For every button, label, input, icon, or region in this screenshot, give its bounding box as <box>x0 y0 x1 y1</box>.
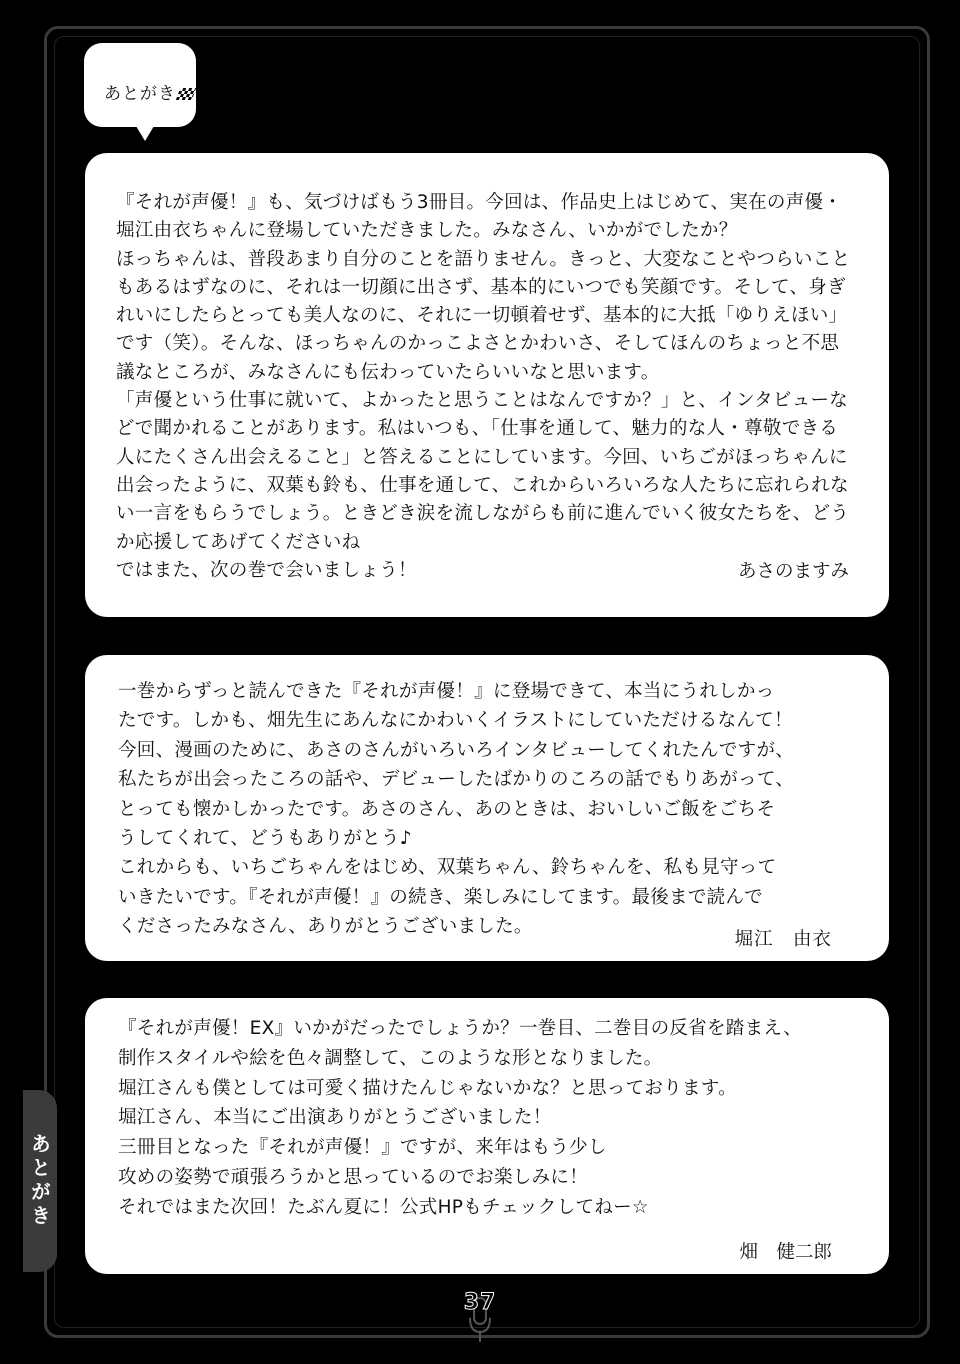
text-line: い一言をもらうでしょう。ときどき涙を流しながらも前に進んでいく彼女たちを、どう <box>116 503 850 525</box>
text-line: 三冊目となった『それが声優！』ですが、来年はもう少し <box>118 1137 607 1159</box>
text-line: これからも、いちごちゃんをはじめ、双葉ちゃん、鈴ちゃんを、私も見守って <box>118 857 777 879</box>
text-line: 堀江さん、本当にご出演ありがとうございました！ <box>118 1107 552 1129</box>
speech-bubble-tail <box>136 126 154 141</box>
text-line: 出会ったように、双葉も鈴も、仕事を通して、これからいろいろな人たちに忘れられな <box>116 474 849 496</box>
text-line: くださったみなさん、ありがとうございました。 <box>118 916 533 938</box>
signature: 畑 健二郎 <box>739 1242 832 1263</box>
title-speech-bubble <box>84 43 196 127</box>
text-line: とっても懐かしかったです。あさのさん、あのときは、おいしいご飯をごちそ <box>118 798 776 820</box>
afterword-asano <box>85 153 889 617</box>
afterword-hata <box>85 998 889 1274</box>
checkered-flag-icon <box>176 88 196 100</box>
text-line: それではまた次回！たぶん夏に！公式HPもチェックしてねー☆ <box>118 1196 649 1218</box>
side-tab-label: あとがき <box>27 1133 52 1229</box>
page-number: 37 <box>463 1290 497 1315</box>
text-line: 攻めの姿勢で頑張ろうかと思っているのでお楽しみに！ <box>118 1166 589 1188</box>
text-line: です（笑）。そんな、ほっちゃんのかっこよさとかわいさ、そしてほんのちょっと不思 <box>116 333 840 355</box>
text-line: たです。しかも、畑先生にあんなにかわいくイラストにしていただけるなんて！ <box>118 710 793 732</box>
text-line: 堀江由衣ちゃんに登場していただきました。みなさん、いかがでしたか？ <box>116 220 738 242</box>
text-line: うしてくれて、どうもありがとう♪ <box>118 828 412 850</box>
side-tab-afterword <box>23 1090 57 1272</box>
text-line: いきたいです。『それが声優！』の続き、楽しみにしてます。最後まで読んで <box>118 886 764 908</box>
text-line: もあるはずなのに、それは一切顔に出さず、基本的にいつでも笑顔です。そして、身ぎ <box>116 276 846 298</box>
text-line: 堀江さんも僕としては可愛く描けたんじゃないかな？と思っております。 <box>118 1077 737 1099</box>
text-line: 制作スタイルや絵を色々調整して、このような形となりました。 <box>118 1047 663 1069</box>
text-line: か応援してあげてくださいね <box>116 531 361 553</box>
signature: あさのますみ <box>737 561 849 582</box>
afterword-horie <box>85 655 889 961</box>
text-line: 今回、漫画のために、あさのさんがいろいろインタビューしてくれたんですが、 <box>118 739 795 761</box>
text-line: 『それが声優！』も、気づけばもう3冊目。今回は、作品史上はじめて、実在の声優・ <box>116 192 843 213</box>
text-line: ではまた、次の巻で会いましょう！ <box>116 559 417 581</box>
page-title: あとがき <box>104 84 176 104</box>
text-line: れいにしたらとっても美人なのに、それに一切頓着せず、基本的に大抵「ゆりえほい」 <box>116 305 848 327</box>
text-line: 私たちが出会ったころの話や、デビューしたばかりのころの話でもりあがって、 <box>118 769 795 791</box>
page-number-badge <box>448 1290 512 1350</box>
text-line: 『それが声優！EX』いかがだったでしょうか？一巻目、二巻目の反省を踏まえ、 <box>118 1018 803 1039</box>
signature: 堀江 由衣 <box>734 929 832 950</box>
text-line: 人にたくさん出会えること」と答えることにしています。今回、いちごがほっちゃんに <box>116 446 848 468</box>
text-line: 議なところが、みなさんにも伝わっていたらいいなと思います。 <box>116 361 660 383</box>
text-line: 一巻からずっと読んできた『それが声優！』に登場できて、本当にうれしかっ <box>118 681 775 702</box>
text-line: 「声優という仕事に就いて、よかったと思うことはなんですか？」と、インタビューな <box>116 390 849 412</box>
text-line: どで聞かれることがあります。私はいつも、「仕事を通して、魅力的な人・尊敬できる <box>116 418 839 440</box>
text-line: ほっちゃんは、普段あまり自分のことを語りません。きっと、大変なことやつらいこと <box>116 248 851 270</box>
